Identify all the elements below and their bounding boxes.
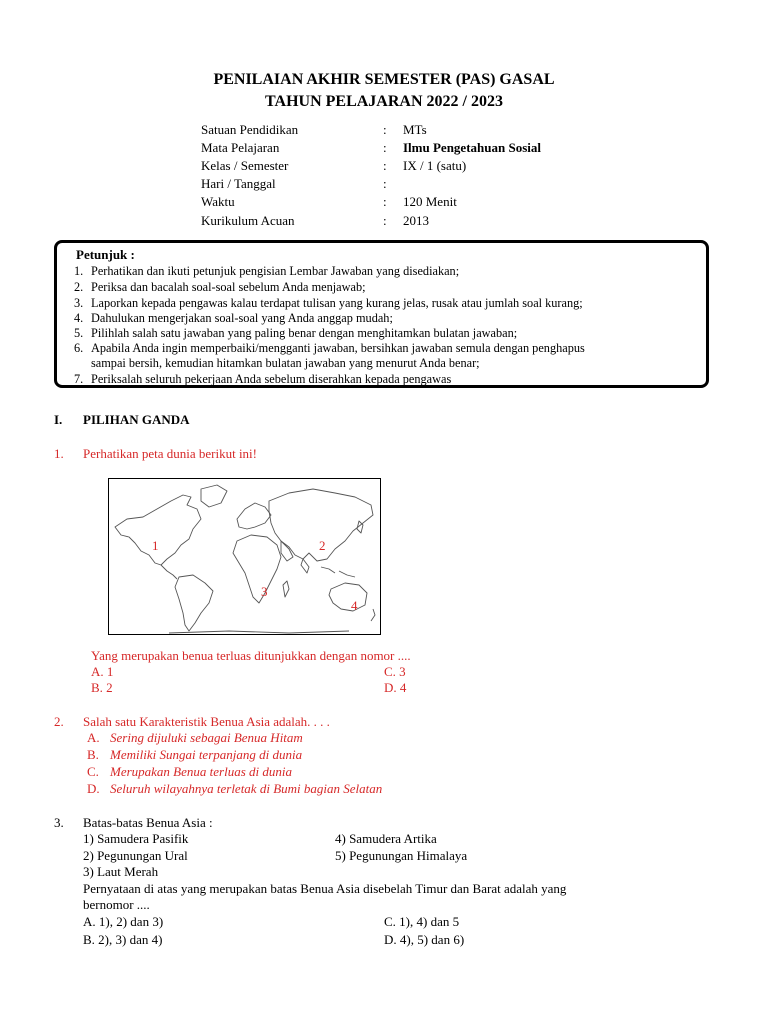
identity-value: Ilmu Pengetahuan Sosial [403,140,541,155]
section-number: I. [54,412,63,427]
question-text: Yang merupakan benua terluas ditunjukkan dengan nomor .... [91,648,411,663]
option-c: C. 1), 4) dan 5 [384,914,460,929]
identity-label: Kelas / Semester [201,158,289,173]
instruction-text: Pilihlah salah satu jawaban yang paling benar dengan menghitamkan bulatan jawaban; [91,326,518,340]
instruction-number: 7. [74,372,84,386]
instruction-number: 6. [74,341,84,355]
option-a: A. 1), 2) dan 3) [83,914,164,929]
identity-label: Mata Pelajaran [201,140,280,155]
identity-colon: : [383,158,387,173]
option-d: D. 4), 5) dan 6) [384,932,465,947]
option-b: B. 2 [91,680,113,695]
instruction-number: 4. [74,311,84,325]
option-d: D. 4 [384,680,407,695]
instruction-text: Perhatikan dan ikuti petunjuk pengisian Lembar Jawaban yang disediakan; [91,264,460,278]
map-label-1: 1 [152,538,159,553]
identity-value: MTs [403,122,427,137]
academic-year-title: TAHUN PELAJARAN 2022 / 2023 [265,93,503,110]
identity-colon: : [383,176,387,191]
identity-label: Hari / Tanggal [201,176,276,191]
identity-colon: : [383,194,387,209]
list-item: 5) Pegunungan Himalaya [335,848,468,863]
instruction-number: 2. [74,280,84,294]
option-text: Merupakan Benua terluas di dunia [110,764,292,779]
list-item: 1) Samudera Pasifik [83,831,189,846]
identity-colon: : [383,140,387,155]
world-map-image [108,478,381,635]
instruction-number: 5. [74,326,84,340]
list-item: 3) Laut Merah [83,864,159,879]
option-text: Memiliki Sungai terpanjang di dunia [110,747,303,762]
list-item: 2) Pegunungan Ural [83,848,188,863]
option-text: Sering dijuluki sebagai Benua Hitam [110,730,303,745]
question-number: 3. [54,815,64,830]
option-a: A. 1 [91,664,114,679]
question-statement: Pernyataan di atas yang merupakan batas Benua Asia disebelah Timur dan Barat adalah yang [83,881,567,896]
identity-label: Satuan Pendidikan [201,122,299,137]
instruction-number: 1. [74,264,84,278]
identity-colon: : [383,122,387,137]
instructions-heading: Petunjuk : [76,247,135,262]
instruction-text: Laporkan kepada pengawas kalau terdapat tulisan yang kurang jelas, rusak atau jumlah soal kurang; [91,296,583,310]
question-prompt: Perhatikan peta dunia berikut ini! [83,446,258,461]
option-b: B. 2), 3) dan 4) [83,932,163,947]
exam-title: PENILAIAN AKHIR SEMESTER (PAS) GASAL [213,71,555,88]
map-label-2: 2 [319,538,326,553]
question-prompt: Salah satu Karakteristik Benua Asia adalah. . . . [83,714,330,729]
option-text: Seluruh wilayahnya terletak di Bumi bagian Selatan [110,781,383,796]
map-label-3: 3 [261,584,268,599]
instruction-number: 3. [74,296,84,310]
world-map-outline [109,479,381,635]
question-number: 2. [54,714,64,729]
identity-value: 120 Menit [403,194,457,209]
instruction-text: sampai bersih, kemudian hitamkan bulatan jawaban yang menurut Anda benar; [91,356,480,370]
option-letter: C. [87,764,99,779]
instruction-text: Periksa dan bacalah soal-soal sebelum Anda menjawab; [91,280,366,294]
identity-value: 2013 [403,213,429,228]
instructions-box [54,240,709,388]
question-number: 1. [54,446,64,461]
list-item: 4) Samudera Artika [335,831,437,846]
option-letter: A. [87,730,100,745]
identity-colon: : [383,213,387,228]
instruction-text: Periksalah seluruh pekerjaan Anda sebelum diserahkan kepada pengawas [91,372,452,386]
identity-value: IX / 1 (satu) [403,158,467,173]
section-title: PILIHAN GANDA [83,412,190,427]
instruction-text: Apabila Anda ingin memperbaiki/mengganti jawaban, bersihkan jawaban semula dengan penghapus [91,341,585,355]
identity-label: Kurikulum Acuan [201,213,295,228]
question-statement-continuation: bernomor .... [83,897,150,912]
instruction-text: Dahulukan mengerjakan soal-soal yang Anda anggap mudah; [91,311,393,325]
identity-label: Waktu [201,194,235,209]
option-letter: B. [87,747,99,762]
option-c: C. 3 [384,664,406,679]
question-prompt: Batas-batas Benua Asia : [83,815,213,830]
map-label-4: 4 [351,598,358,613]
option-letter: D. [87,781,100,796]
